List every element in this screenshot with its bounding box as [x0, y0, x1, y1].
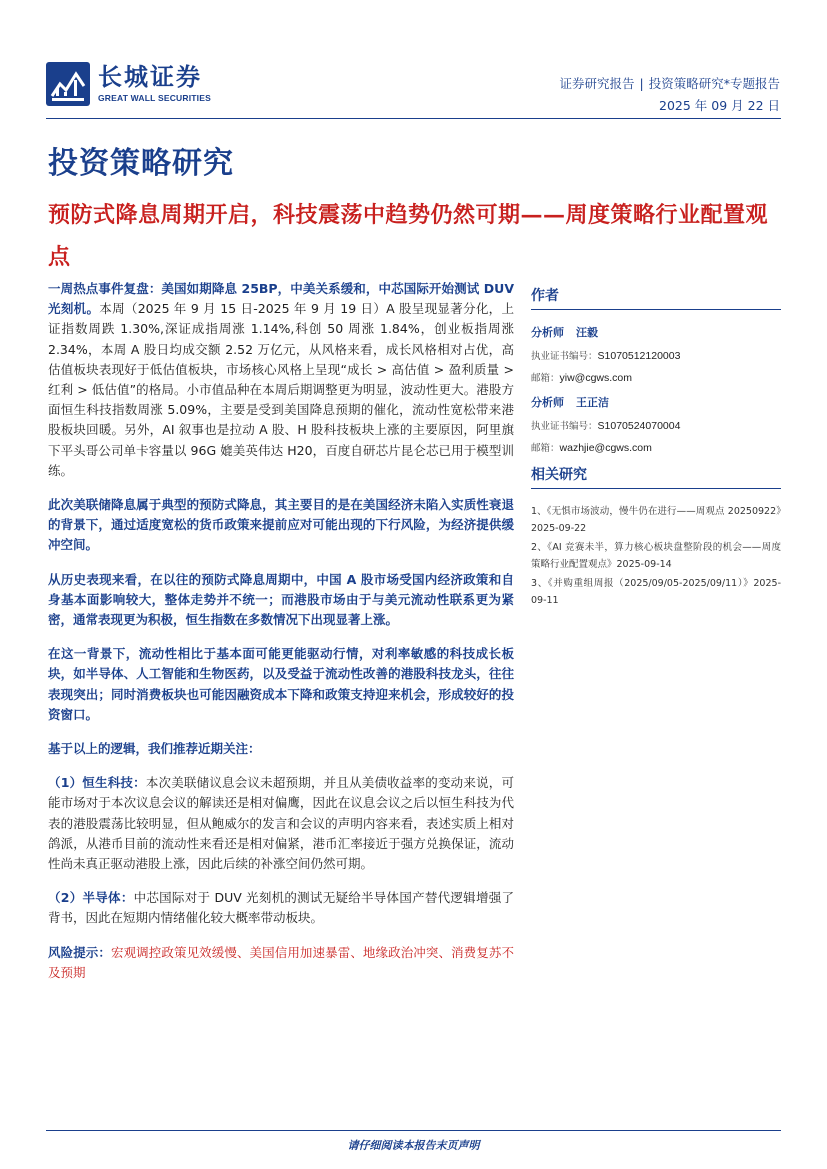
analyst-role: 分析师 [531, 326, 564, 339]
email-label: 邮箱： [531, 373, 560, 384]
analyst-name-row [531, 324, 781, 340]
related-research-item[interactable]: 3、《并购重组周报（2025/09/05-2025/09/11）》2025-09-11 [531, 578, 781, 606]
report-type: 证券研究报告 [559, 76, 635, 91]
analyst-name-row [531, 394, 781, 410]
weekly-review-lead: 一周热点事件复盘：美国如期降息 25BP，中美关系缓和，中芯国际开始测试 DUV 光刻机。 [48, 281, 514, 317]
related-research-item[interactable]: 1、《无惧市场波动，慢牛仍在进行——周观点 20250922》2025-09-22 [531, 506, 781, 534]
logo-chinese-name: 长城证券 [98, 62, 202, 91]
footer-disclaimer: 请仔细阅读本报告末页声明 [347, 1139, 480, 1152]
analyst-email-link[interactable]: wazhjie@cgws.com [559, 442, 652, 454]
semiconductor-lead: （2）半导体： [48, 890, 134, 906]
analyst-role: 分析师 [531, 396, 564, 409]
cert-number: S1070524070004 [597, 420, 681, 432]
semiconductor-text: 中芯国际对于 DUV 光刻机的测试无疑给半导体国产替代逻辑增强了背书，因此在短期内情绪催化较大概率带动板块。 [48, 890, 514, 926]
header-separator: | [639, 76, 644, 91]
report-title: 预防式降息周期开启，科技震荡中趋势仍然可期——周度策略行业配置观点 [48, 202, 769, 270]
main-content [48, 279, 514, 997]
analyst-cert-row [531, 348, 781, 362]
header-divider [46, 118, 781, 119]
report-category-line [560, 74, 781, 92]
cert-label: 执业证书编号： [531, 351, 598, 362]
cert-number: S1070512120003 [597, 350, 681, 362]
analyst-email-link[interactable]: yiw@cgws.com [559, 372, 633, 384]
category-title: 投资策略研究 [48, 146, 234, 181]
hang-seng-tech-text: 本次美联储议息会议未超预期，并且从美债收益率的变动来说，可能市场对于本次议息会议的解读还是相对偏鹰，因此在议息会议之后以恒生科技为代表的港股震荡比较明显，但从鲍威尔的发言和会议的声明内容来看，表述实质上相对鸽派，从港币目前的流动性来看还是相对偏紧，港币汇率接近于强方兑换保证，流动性尚未真正驱动港股上涨，因此后续的补涨空间仍然可期。 [48, 775, 514, 872]
analyst-card [531, 394, 781, 454]
risk-text: 宏观调控政策见效缓慢、美国信用加速暴雷、地缘政治冲突、消费复苏不及预期 [48, 944, 514, 980]
sidebar [531, 285, 781, 611]
paragraph-weekly-review [48, 279, 514, 481]
related-research-item[interactable]: 2、《AI 竞赛未半，算力核心板块盘整阶段的机会——周度策略行业配置观点》2025-09-14 [531, 542, 781, 570]
hang-seng-tech-lead: （1）恒生科技： [48, 775, 146, 791]
analyst-email-row [531, 440, 781, 454]
report-date: 2025 年 09 月 22 日 [659, 98, 780, 113]
great-wall-logo-icon [46, 62, 90, 106]
analyst-cert-row [531, 418, 781, 432]
analyst-email-row [531, 370, 781, 384]
email-label: 邮箱： [531, 443, 560, 454]
cert-label: 执业证书编号： [531, 421, 598, 432]
risk-label: 风险提示： [48, 944, 111, 960]
weekly-review-text: 本周（2025 年 9 月 15 日-2025 年 9 月 19 日）A 股呈现显著分化，上证指数周跌 1.30%,深证成指周涨 1.14%,科创 50 周涨 1.84%，创业板指周涨 2.34%，本周 A 股日均成交额 2.52 万亿元，从风格来看，成长风格相对占优，高估值板块表现好于低估值板块，市场核心风格上呈现“成长 > 高估值 > 盈利质量 > 红利 > 低估值”的格局。小市值品种在本周后期调整更为明显，波动性更大。港股方面恒生科技指数周涨 5.09%，主要是受到美国降息预期的催化，流动性宽松带来港股板块回暖。另外，AI 叙事也是拉动 A 股、H 股科技板块上涨的主要原因，阿里旗下平头哥公司单卡容量以 96G 媲美英伟达 H20，百度自研芯片昆仑芯已用于模型训练。 [48, 301, 514, 478]
paragraph-history: 从历史表现来看，在以往的预防式降息周期中，中国 A 股市场受国内经济政策和自身基本面影响较大，整体走势并不统一；而港股市场由于与美元流动性联系更为紧密，通常表现更为积极，恒生指数在多数情况下出现显著上涨。 [48, 571, 514, 628]
company-logo [46, 62, 216, 106]
analyst-card [531, 324, 781, 384]
paragraph-risk [48, 943, 514, 983]
paragraph-recommend-intro: 基于以上的逻辑，我们推荐近期关注： [48, 741, 261, 757]
footer-divider [46, 1130, 781, 1131]
authors-heading: 作者 [531, 285, 781, 310]
analyst-name: 汪毅 [576, 326, 598, 339]
analyst-name: 王正洁 [576, 396, 609, 409]
logo-english-name: GREAT WALL SECURITIES [98, 93, 211, 103]
paragraph-preventive-cut: 此次美联储降息属于典型的预防式降息，其主要目的是在美国经济未陷入实质性衰退的背景下，通过适度宽松的货币政策来提前应对可能出现的下行风险，为经济提供缓冲空间。 [48, 497, 514, 553]
related-research-section [531, 464, 781, 609]
paragraph-semiconductor [48, 888, 514, 928]
paragraph-hang-seng-tech [48, 773, 514, 874]
paragraph-liquidity: 在这一背景下，流动性相比于基本面可能更能驱动行情，对利率敏感的科技成长板块，如半导体、人工智能和生物医药，以及受益于流动性改善的港股科技龙头，往往表现突出；同时消费板块也可能因融资成本下降和政策支持迎来机会，形成较好的投资窗口。 [48, 646, 514, 722]
report-category: 投资策略研究*专题报告 [648, 76, 780, 91]
related-research-heading: 相关研究 [531, 464, 781, 489]
